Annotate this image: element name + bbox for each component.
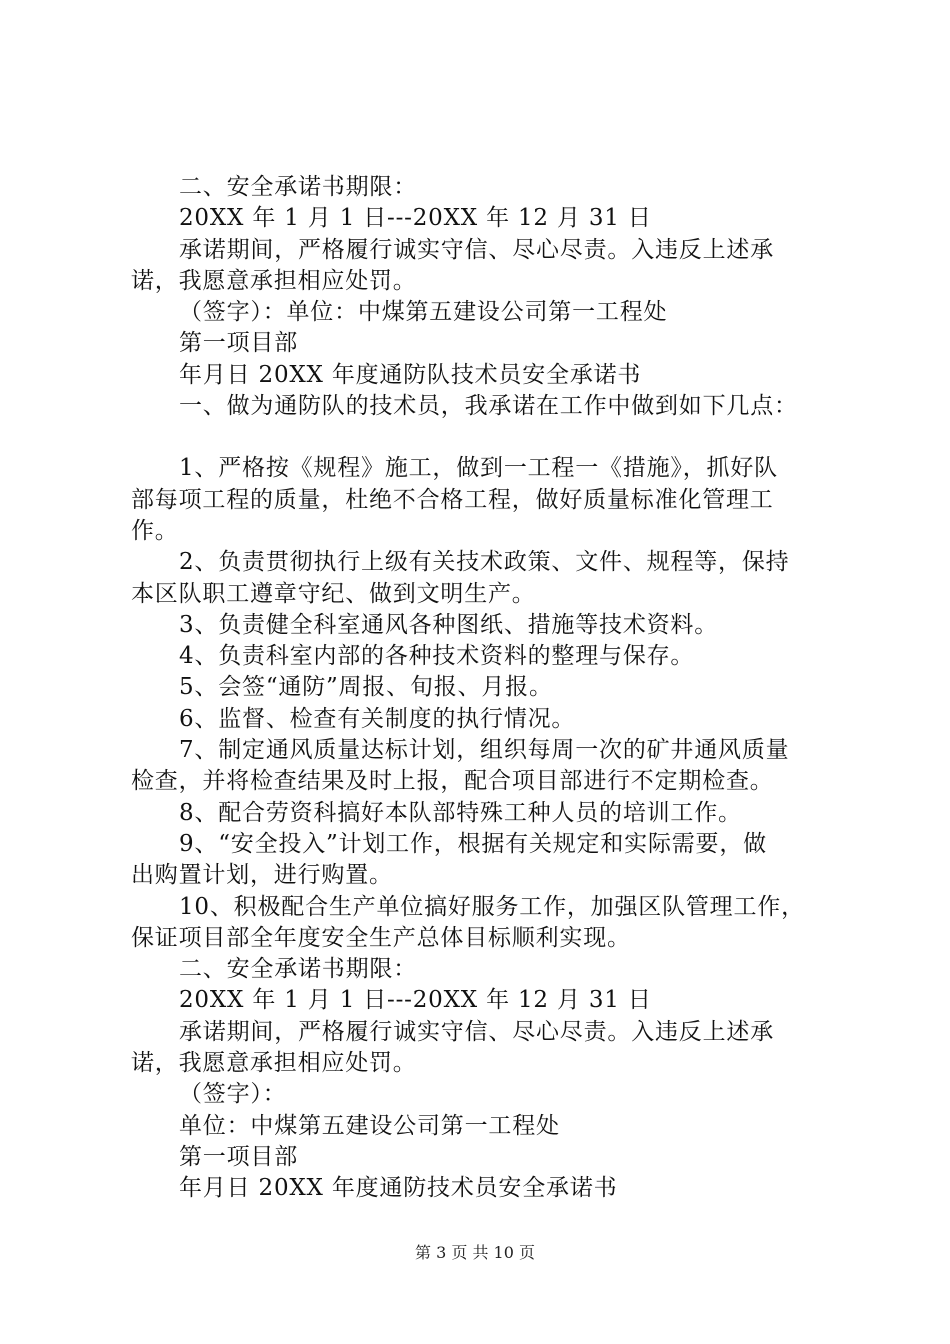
blank-line <box>131 422 831 453</box>
list-item-line: 作。 <box>131 517 179 544</box>
section-heading-period: 二、安全承诺书期限： <box>179 956 417 983</box>
list-item-line: 7、制定通风质量达标计划，组织每周一次的矿井通风质量 <box>179 737 790 764</box>
list-item-line: 出购置计划，进行购置。 <box>131 862 393 889</box>
document-title-line: 年月日 20XX 年度通防技术员安全承诺书 <box>179 1175 618 1202</box>
page-number-footer: 第 3 页 共 10 页 <box>415 1243 535 1262</box>
department-line: 第一项目部 <box>179 1143 298 1170</box>
signature-line: （签字）：单位：中煤第五建设公司第一工程处 <box>179 299 668 326</box>
document-body <box>131 172 831 1205</box>
list-item-line: 10、积极配合生产单位搞好服务工作，加强区队管理工作， <box>179 893 805 920</box>
document-title-line: 年月日 20XX 年度通防队技术员安全承诺书 <box>179 361 642 388</box>
paragraph-line: 诺，我愿意承担相应处罚。 <box>131 1050 417 1077</box>
paragraph-line: 承诺期间，严格履行诚实守信、尽心尽责。入违反上述承 <box>179 1018 774 1045</box>
paragraph-line: 承诺期间，严格履行诚实守信、尽心尽责。入违反上述承 <box>179 236 774 263</box>
list-item-line: 保证项目部全年度安全生产总体目标顺利实现。 <box>131 924 631 951</box>
list-item-line: 4、负责科室内部的各种技术资料的整理与保存。 <box>179 643 695 670</box>
section-heading-period: 二、安全承诺书期限： <box>179 174 417 200</box>
section-heading-commitments: 一、做为通防队的技术员，我承诺在工作中做到如下几点： <box>179 393 798 420</box>
signature-line: （签字）： <box>179 1081 287 1108</box>
list-item-line: 6、监督、检查有关制度的执行情况。 <box>179 705 576 732</box>
list-item-line: 8、配合劳资科搞好本队部特殊工种人员的培训工作。 <box>179 799 742 826</box>
list-item-line: 3、负责健全科室通风各种图纸、措施等技术资料。 <box>179 611 719 638</box>
period-dates: 20XX 年 1 月 1 日---20XX 年 12 月 31 日 <box>179 987 652 1014</box>
list-item-line: 5、会签“通防”周报、旬报、月报。 <box>179 674 553 701</box>
list-item-line: 本区队职工遵章守纪、做到文明生产。 <box>131 580 536 607</box>
period-dates: 20XX 年 1 月 1 日---20XX 年 12 月 31 日 <box>179 205 652 232</box>
department-line: 第一项目部 <box>179 330 298 357</box>
list-item-line: 2、负责贯彻执行上级有关技术政策、文件、规程等，保持 <box>179 549 790 576</box>
unit-line: 单位：中煤第五建设公司第一工程处 <box>179 1112 560 1139</box>
paragraph-line: 诺，我愿意承担相应处罚。 <box>131 267 417 294</box>
list-item-line: 1、严格按《规程》施工，做到一工程一《措施》，抓好队 <box>179 455 778 482</box>
list-item-line: 9、“安全投入”计划工作，根据有关规定和实际需要，做 <box>179 830 767 857</box>
list-item-line: 部每项工程的质量，杜绝不合格工程，做好质量标准化管理工 <box>131 486 774 513</box>
list-item-line: 检查，并将检查结果及时上报，配合项目部进行不定期检查。 <box>131 768 774 795</box>
